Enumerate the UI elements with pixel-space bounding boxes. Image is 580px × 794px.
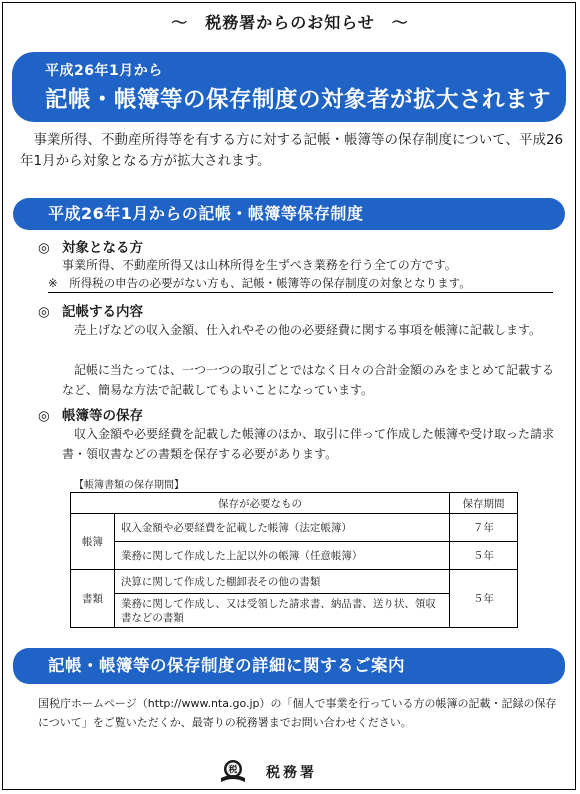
retention-period-table: [70, 492, 518, 628]
logo-glyph: 税: [228, 765, 238, 776]
table-row: [71, 542, 518, 570]
paragraph-target-persons: 事業所得、不動産所得又は山林所得を生ずべき業務を行う全ての方です。: [62, 258, 457, 272]
table-cell-item: 業務に関して作成した上記以外の帳簿（任意帳簿）: [114, 542, 449, 570]
table-cell-period: ５年: [450, 570, 518, 628]
heading-label: 帳簿等の保存: [62, 408, 143, 424]
table-row: [71, 514, 518, 542]
intro-paragraph: 事業所得、不動産所得等を有する方に対する記帳・帳簿等の保存制度について、平成26年1月から対象となる方が拡大されます。: [20, 132, 564, 169]
guidance-paragraph: 国税庁ホームページ（http://www.nta.go.jp）の「個人で事業を行っている方の帳簿の記載・記録の保存について」をご覧いただくか、最寄りの税務署までお問い合わせください。: [38, 697, 557, 729]
heading-label: 記帳する内容: [62, 304, 143, 320]
table-group-documents: 書類: [71, 570, 115, 628]
table-cell-period: ５年: [450, 542, 518, 570]
table-cell-item: 業務に関して作成し、又は受領した請求書、納品書、送り状、領収書などの書類: [114, 594, 449, 628]
heading-label: 対象となる方: [62, 240, 143, 256]
table-cell-item: 収入金額や必要経費を記載した帳簿（法定帳簿）: [114, 514, 449, 542]
notice-title: ～ 税務署からのお知らせ ～: [171, 13, 409, 32]
tax-office-logo-icon: [218, 758, 248, 784]
paragraph-record-content: 売上げなどの収入金額、仕入れやその他の必要経費に関する事項を帳簿に記載します。: [62, 323, 542, 337]
paragraph-book-storage: 収入金額や必要経費を記載した帳簿のほか、取引に伴って作成した帳簿や受け取った請求書・領収書などの書類を保存する必要があります。: [62, 427, 555, 461]
note-underlined: ※ 所得税の申告の必要がない方も、記帳・帳簿等の保存制度の対象となります。: [48, 275, 553, 293]
table-row: [71, 570, 518, 594]
table-cell-period: ７年: [450, 514, 518, 542]
double-circle-icon: ◎: [38, 304, 50, 320]
footer-office-name: 税務署: [266, 765, 317, 781]
heading-target-persons: [38, 236, 143, 256]
section-banner-system: 平成26年1月からの記帳・帳簿等保存制度: [13, 198, 565, 230]
heading-record-content: [38, 300, 143, 320]
double-circle-icon: ◎: [38, 240, 50, 256]
section-banner-guidance: 記帳・帳簿等の保存制度の詳細に関するご案内: [13, 648, 565, 684]
table-header-row: [71, 493, 518, 514]
table-cell-item: 決算に関して作成した棚卸表その他の書類: [114, 570, 449, 594]
table-header-period: 保存期間: [450, 493, 518, 514]
table-header-item: 保存が必要なもの: [71, 493, 450, 514]
double-circle-icon: ◎: [38, 408, 50, 424]
heading-book-storage: [38, 404, 143, 424]
table-caption: 【帳簿書類の保存期間】: [74, 480, 184, 491]
paragraph-simple-method: 記帳に当たっては、一つ一つの取引ごとではなく日々の合計金額のみをまとめて記載するなど、簡易な方法で記載してもよいことになっています。: [62, 363, 555, 397]
main-banner: [12, 52, 566, 122]
banner-subtitle: 平成26年1月から: [45, 63, 163, 79]
banner-headline: 記帳・帳簿等の保存制度の対象者が拡大されます: [45, 87, 552, 113]
table-group-books: 帳簿: [71, 514, 115, 570]
